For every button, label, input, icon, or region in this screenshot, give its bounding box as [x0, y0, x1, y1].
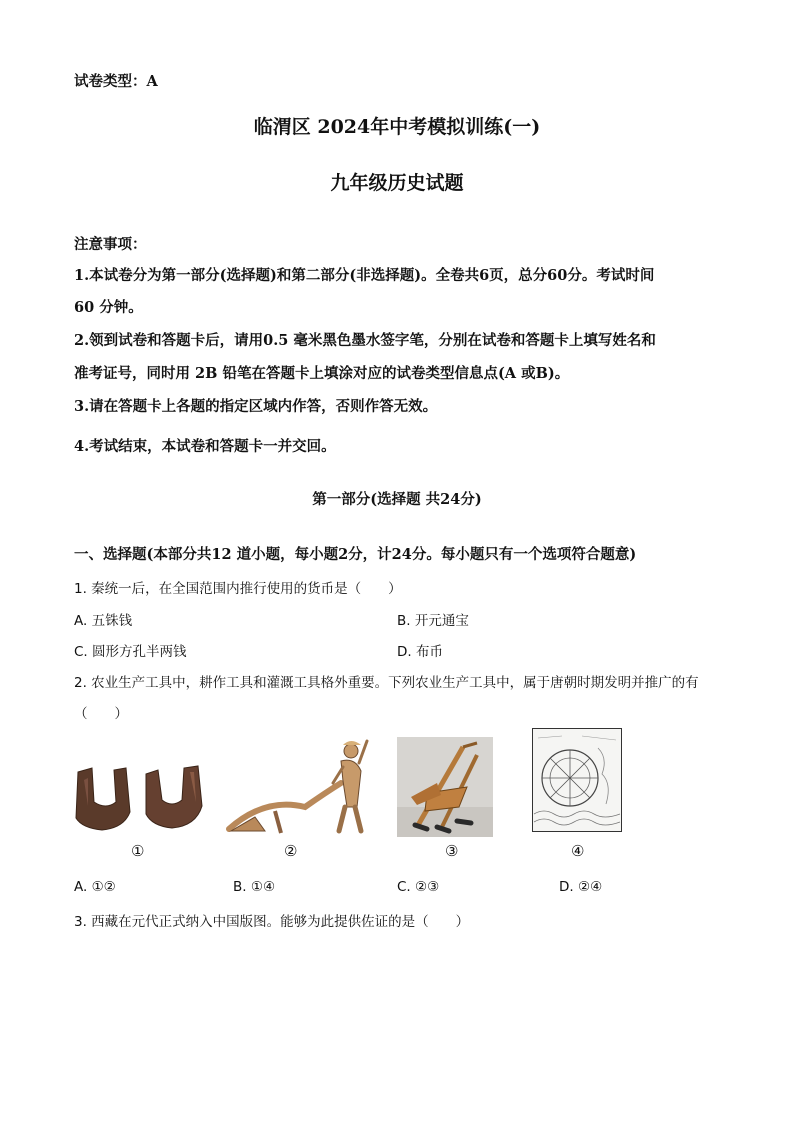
figure-label-4: ④: [571, 842, 585, 860]
figure-label-2: ②: [284, 842, 298, 860]
section-1-title: 一、选择题(本部分共12 道小题，每小题2分，计24分。每小题只有一个选项符合题意): [74, 546, 637, 563]
notice-item-1-line-2: 60 分钟。: [74, 299, 143, 316]
part-1-title: 第一部分(选择题 共24分): [312, 491, 482, 508]
question-1-option-c: C. 圆形方孔半两钱: [74, 644, 187, 660]
curved-plow-image: [225, 737, 375, 837]
iron-tools-image: [72, 762, 212, 834]
page-title: 临渭区 2024年中考模拟训练(一): [253, 116, 541, 138]
question-2-option-b: B. ①④: [233, 879, 276, 895]
question-3-stem: 3. 西藏在元代正式纳入中国版图。能够为此提供佐证的是（ ）: [74, 914, 470, 930]
question-2-option-c: C. ②③: [397, 879, 440, 895]
notice-item-2-line-1: 2.领到试卷和答题卡后，请用0.5 毫米黑色墨水签字笔，分别在试卷和答题卡上填写姓名和: [74, 332, 656, 349]
paper-type: 试卷类型：A: [74, 73, 158, 90]
notice-item-3: 3.请在答题卡上各题的指定区域内作答，否则作答无效。: [74, 398, 438, 415]
figure-label-1: ①: [131, 842, 145, 860]
question-1-option-a: A. 五铢钱: [74, 613, 133, 629]
water-wheel-image: [532, 728, 622, 832]
page-subtitle: 九年级历史试题: [330, 172, 464, 194]
wooden-plow-photo: [397, 737, 493, 837]
question-2-option-d: D. ②④: [559, 879, 603, 895]
question-1-option-d: D. 布币: [397, 644, 443, 660]
notice-heading: 注意事项：: [74, 236, 147, 253]
notice-item-1-line-1: 1.本试卷分为第一部分(选择题)和第二部分(非选择题)。全卷共6页，总分60分。考试时间: [74, 267, 655, 284]
question-1-stem: 1. 秦统一后，在全国范围内推行使用的货币是（ ）: [74, 581, 402, 597]
question-2-option-a: A. ①②: [74, 879, 116, 895]
notice-item-2-line-2: 准考证号，同时用 2B 铅笔在答题卡上填涂对应的试卷类型信息点(A 或B)。: [74, 365, 570, 382]
question-2-stem-line-1: 2. 农业生产工具中，耕作工具和灌溉工具格外重要。下列农业生产工具中，属于唐朝时期发明并推广的有: [74, 675, 699, 691]
question-2-stem-line-2: （ ）: [74, 706, 128, 722]
notice-item-4: 4.考试结束，本试卷和答题卡一并交回。: [74, 438, 336, 455]
question-1-option-b: B. 开元通宝: [397, 613, 469, 629]
figure-label-3: ③: [445, 842, 459, 860]
